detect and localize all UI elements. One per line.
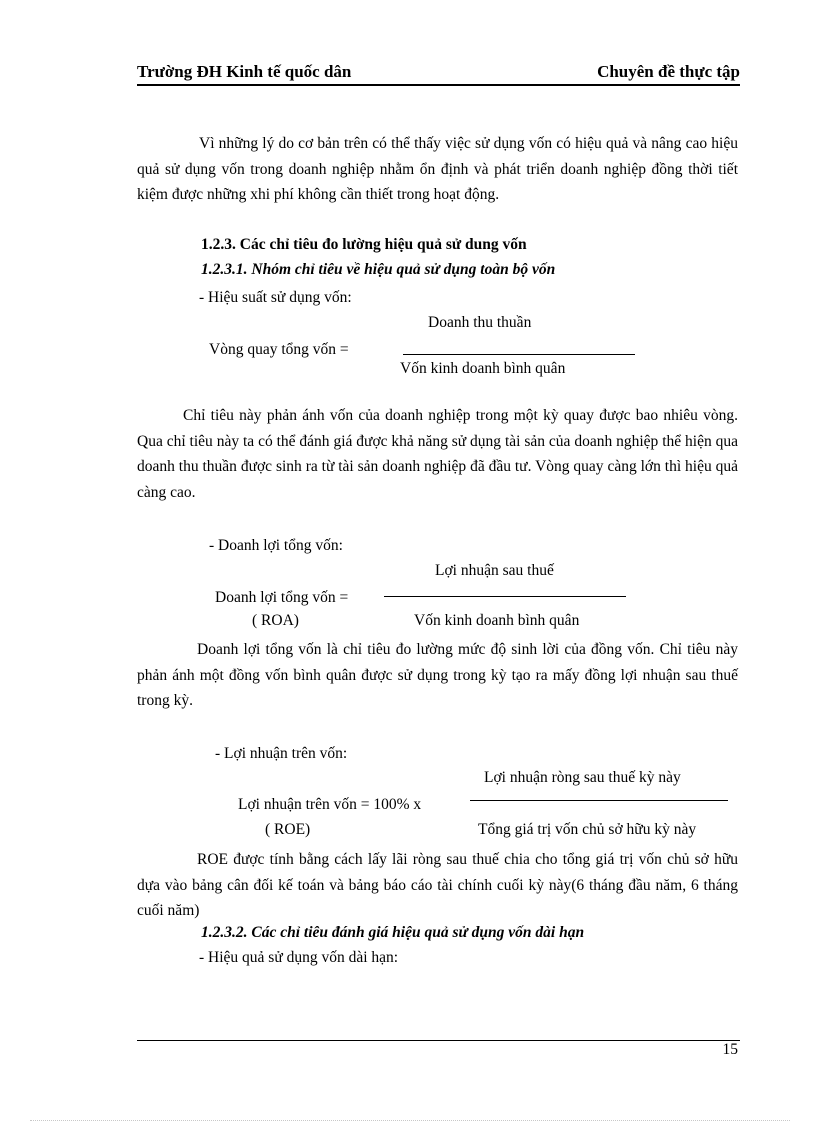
header-divider <box>137 84 740 86</box>
section-heading-1-2-3-2: 1.2.3.2. Các chỉ tiêu đánh giá hiệu quả sử dụng vốn dài hạn <box>201 924 585 941</box>
formula-1-denominator: Vốn kinh doanh bình quân <box>400 360 566 377</box>
formula-2-lhs: Doanh lợi tổng vốn = <box>215 589 349 606</box>
section-heading-1-2-3-1: 1.2.3.1. Nhóm chỉ tiêu về hiệu quả sử dụng toàn bộ vốn <box>201 261 556 278</box>
footer-divider <box>137 1040 740 1041</box>
paragraph-roe-text: ROE được tính bằng cách lấy lãi ròng sau thuế chia cho tổng giá trị vốn chủ sở hữu dựa vào bảng cân đối kế toán và bảng báo cáo tài chính cuối kỳ này(6 tháng đầu năm, 6 tháng cuối năm) <box>137 851 738 919</box>
item-roa-label: - Doanh lợi tổng vốn: <box>209 537 343 554</box>
paragraph-turnover-text: Chỉ tiêu này phản ánh vốn của doanh nghiệp trong một kỳ quay được bao nhiêu vòng. Qua chỉ tiêu này ta có thể đánh giá được khả năng sử dụng tài sản của doanh nghiệp thể hiện qua doanh thu thuần được sinh ra từ tài sản doanh nghiệp đã đầu tư. Vòng quay càng lớn thì hiệu quả càng cao. <box>137 407 738 501</box>
formula-2-lhs-abbreviation: ( ROA) <box>252 612 299 629</box>
section-heading-1-2-3: 1.2.3. Các chỉ tiêu đo lường hiệu quả sử dung vốn <box>201 236 527 253</box>
item-long-term-capital-label: - Hiệu quả sử dụng vốn dài hạn: <box>199 949 399 966</box>
formula-2-denominator: Vốn kinh doanh bình quân <box>414 612 580 629</box>
formula-1-lhs: Vòng quay tổng vốn = <box>209 341 349 358</box>
formula-3-fraction-bar <box>470 800 728 801</box>
paragraph-roe <box>137 847 738 924</box>
paragraph-intro-text: Vì những lý do cơ bản trên có thể thấy việc sử dụng vốn có hiệu quả và nâng cao hiệu quả sử dụng vốn trong doanh nghiệp nhằm ổn định và phát triển doanh nghiệp đồng thời tiết kiệm được những xhi phí không cần thiết trong hoạt động. <box>137 135 738 203</box>
formula-2-numerator: Lợi nhuận sau thuế <box>435 562 554 579</box>
page-number: 15 <box>722 1041 738 1058</box>
page-edge-dotted-line <box>30 1120 790 1121</box>
formula-1-numerator: Doanh thu thuần <box>428 314 532 331</box>
item-roe-label: - Lợi nhuận trên vốn: <box>215 745 348 762</box>
paragraph-intro <box>137 131 738 208</box>
formula-2-fraction-bar <box>384 596 626 597</box>
formula-3-numerator: Lợi nhuận ròng sau thuế kỳ này <box>484 769 681 786</box>
formula-3-denominator: Tổng giá trị vốn chủ sở hữu kỳ này <box>478 821 697 838</box>
paragraph-roa-text: Doanh lợi tổng vốn là chỉ tiêu đo lường mức độ sinh lời của đồng vốn. Chỉ tiêu này phản ánh một đồng vốn bình quân được sử dụng trong kỳ tạo ra mấy đồng lợi nhuận sau thuế trong kỳ. <box>137 641 738 709</box>
paragraph-roa <box>137 637 738 714</box>
header-school-name: Trường ĐH Kinh tế quốc dân <box>137 62 352 81</box>
header-document-title: Chuyên đề thực tập <box>597 62 740 81</box>
paragraph-turnover <box>137 403 738 505</box>
item-capital-efficiency-label: - Hiệu suất sử dụng vốn: <box>199 289 352 306</box>
formula-3-lhs: Lợi nhuận trên vốn = 100% x <box>238 796 422 813</box>
formula-1-fraction-bar <box>403 354 635 355</box>
formula-3-lhs-abbreviation: ( ROE) <box>265 821 311 838</box>
